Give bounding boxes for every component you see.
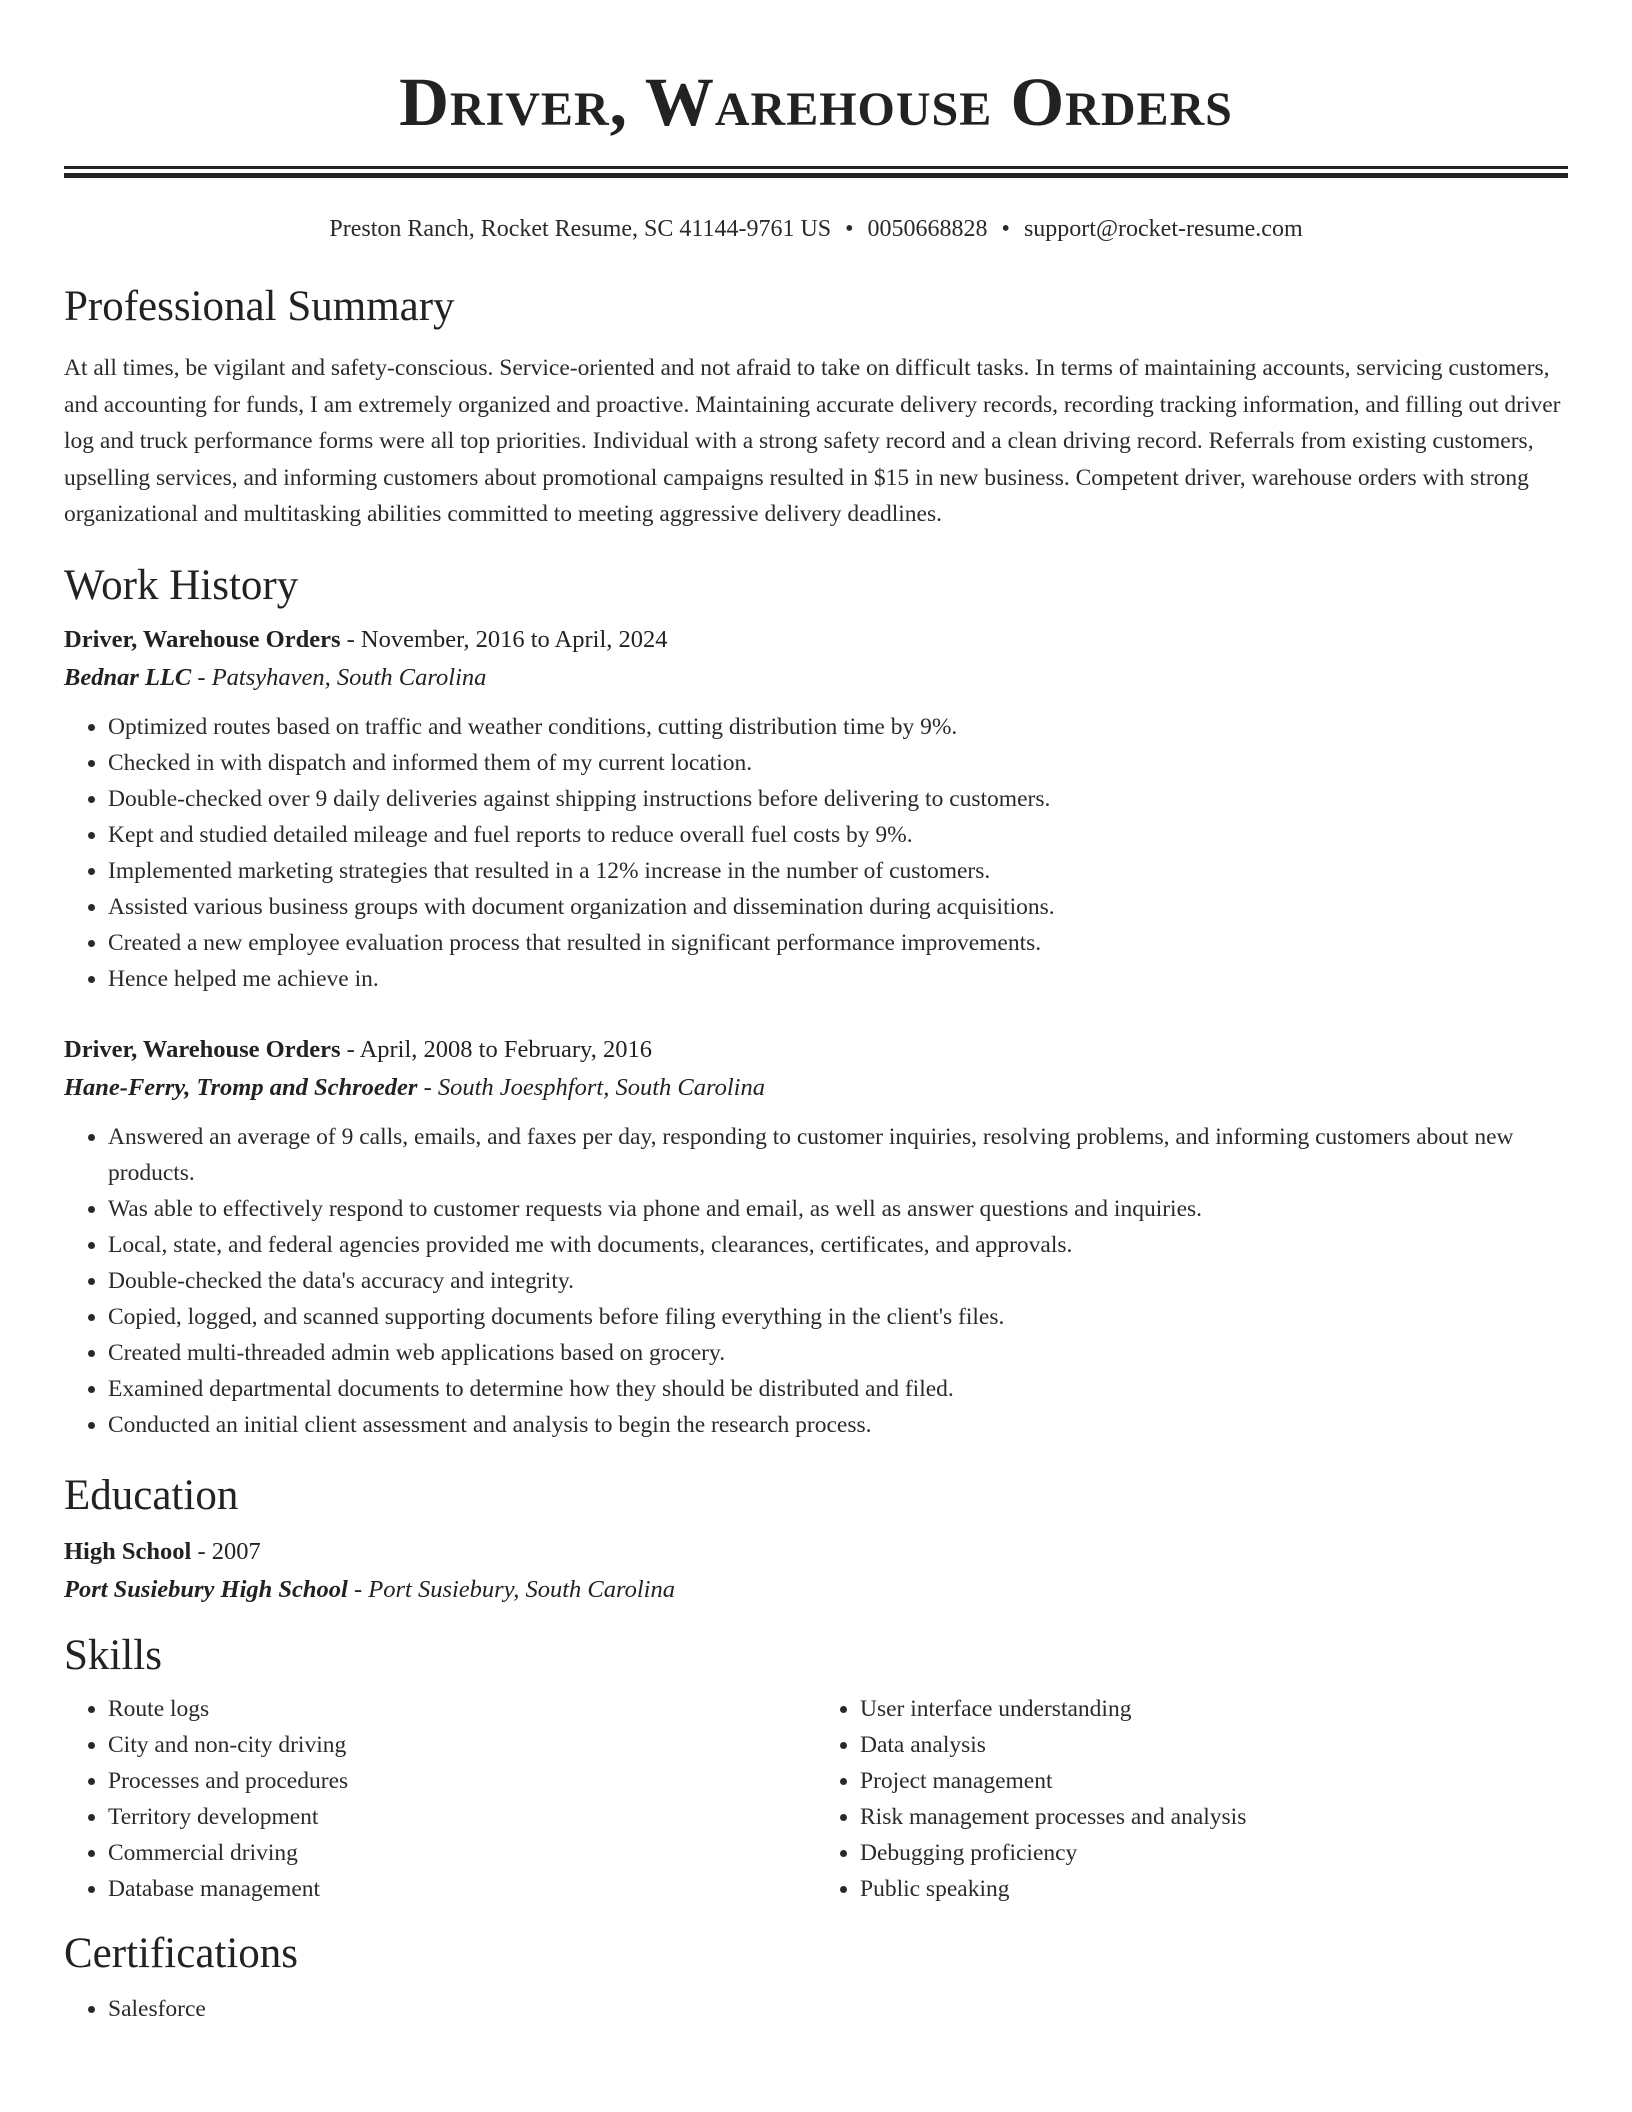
skills-heading: Skills: [64, 1631, 162, 1679]
contact-phone: 0050668828: [867, 216, 988, 242]
contact-address: Preston Ranch, Rocket Resume, SC 41144-9761 US: [329, 216, 832, 242]
list-item: • City and non-city driving: [108, 1727, 816, 1763]
summary-text: At all times, be vigilant and safety-conscious. Service-oriented and not afraid to take on difficult tasks. In terms of maintaining accounts, servicing customers, and accounting for funds, I am extremely organized and proactive. Maintaining accurate delivery records, recording tracking information, and filling out driver log and truck performance forms were all top priorities. Individual with a strong safety record and a clean driving record. Referrals from existing customers, upselling services, and informing customers about promotional campaigns resulted in $15 in new business. Competent driver, warehouse orders with strong organizational and multitasking abilities committed to meeting aggressive delivery deadlines.: [64, 355, 1561, 527]
list-item: • Hence helped me achieve in.: [108, 961, 1568, 997]
list-item: • Examined departmental documents to determine how they should be distributed and filed.: [108, 1371, 1568, 1407]
certifications-heading: Certifications: [64, 1929, 299, 1977]
certifications-list: [64, 1991, 1568, 2027]
list-item: • Double-checked over 9 daily deliveries against shipping instructions before delivering to customers.: [108, 781, 1568, 817]
job-company: Bednar LLC: [64, 663, 192, 691]
skills-list-right: [816, 1691, 1568, 1907]
list-item: • Implemented marketing strategies that resulted in a 12% increase in the number of customers.: [108, 853, 1568, 889]
contact-separator: •: [845, 216, 854, 242]
job-role: Driver, Warehouse Orders: [64, 1035, 341, 1063]
job-header: [64, 621, 1568, 659]
list-item: • Debugging proficiency: [860, 1835, 1568, 1871]
list-item: • Database management: [108, 1871, 816, 1907]
education-year: - 2007: [191, 1537, 261, 1565]
title-divider: [64, 166, 1568, 178]
job-employer: [64, 659, 1568, 697]
list-item: • Data analysis: [860, 1727, 1568, 1763]
list-item: • Kept and studied detailed mileage and fuel reports to reduce overall fuel costs by 9%.: [108, 817, 1568, 853]
list-item: • Project management: [860, 1763, 1568, 1799]
job-location: - South Joesphfort, South Carolina: [417, 1073, 765, 1101]
contact-line: [64, 214, 1568, 244]
list-item: • Was able to effectively respond to customer requests via phone and email, as well as answer questions and inquiries.: [108, 1191, 1568, 1227]
education-school-line: [64, 1571, 1568, 1609]
job-location: - Patsyhaven, South Carolina: [191, 663, 487, 691]
list-item: • Double-checked the data's accuracy and integrity.: [108, 1263, 1568, 1299]
list-item: • Created a new employee evaluation process that resulted in significant performance improvements.: [108, 925, 1568, 961]
job-company: Hane-Ferry, Tromp and Schroeder: [64, 1073, 418, 1101]
contact-email: support@rocket-resume.com: [1023, 216, 1303, 242]
list-item: • Risk management processes and analysis: [860, 1799, 1568, 1835]
job-role: Driver, Warehouse Orders: [64, 625, 341, 653]
education-degree: High School: [64, 1537, 192, 1565]
skills-columns: [64, 1691, 1568, 1907]
education-school: Port Susiebury High School: [64, 1575, 348, 1603]
job-employer: [64, 1069, 1568, 1107]
list-item: • Conducted an initial client assessment and analysis to begin the research process.: [108, 1407, 1568, 1443]
education-heading: Education: [64, 1471, 239, 1519]
list-item: • Assisted various business groups with document organization and dissemination during acquisitions.: [108, 889, 1568, 925]
summary-heading: Professional Summary: [64, 283, 455, 330]
job-entry: [64, 1031, 1568, 1443]
resume-page: [64, 0, 1568, 2027]
list-item: • Created multi-threaded admin web applications based on grocery.: [108, 1335, 1568, 1371]
list-item: • Local, state, and federal agencies provided me with documents, clearances, certificates, and approvals.: [108, 1227, 1568, 1263]
job-entry: [64, 621, 1568, 997]
list-item: • Answered an average of 9 calls, emails, and faxes per day, responding to customer inquiries, resolving problems, and informing customers about new products.: [108, 1119, 1568, 1191]
list-item: • Route logs: [108, 1691, 816, 1727]
list-item: • Commercial driving: [108, 1835, 816, 1871]
education-header: [64, 1533, 1568, 1571]
contact-separator: •: [1001, 216, 1010, 242]
list-item: • Salesforce: [108, 1991, 1568, 2027]
list-item: • Optimized routes based on traffic and weather conditions, cutting distribution time by 9%.: [108, 709, 1568, 745]
skills-list-left: [64, 1691, 816, 1907]
education-entry: [64, 1533, 1568, 1609]
list-item: • Checked in with dispatch and informed them of my current location.: [108, 745, 1568, 781]
job-dates: - November, 2016 to April, 2024: [340, 625, 668, 653]
job-bullets: [64, 1119, 1568, 1443]
job-header: [64, 1031, 1568, 1069]
list-item: • Public speaking: [860, 1871, 1568, 1907]
job-bullets: [64, 709, 1568, 997]
list-item: • User interface understanding: [860, 1691, 1568, 1727]
list-item: • Processes and procedures: [108, 1763, 816, 1799]
list-item: • Territory development: [108, 1799, 816, 1835]
education-location: - Port Susiebury, South Carolina: [347, 1575, 675, 1603]
work-history-heading: Work History: [64, 561, 299, 609]
list-item: • Copied, logged, and scanned supporting documents before filing everything in the client's files.: [108, 1299, 1568, 1335]
job-dates: - April, 2008 to February, 2016: [340, 1035, 652, 1063]
resume-title: Driver, Warehouse Orders: [399, 64, 1233, 140]
